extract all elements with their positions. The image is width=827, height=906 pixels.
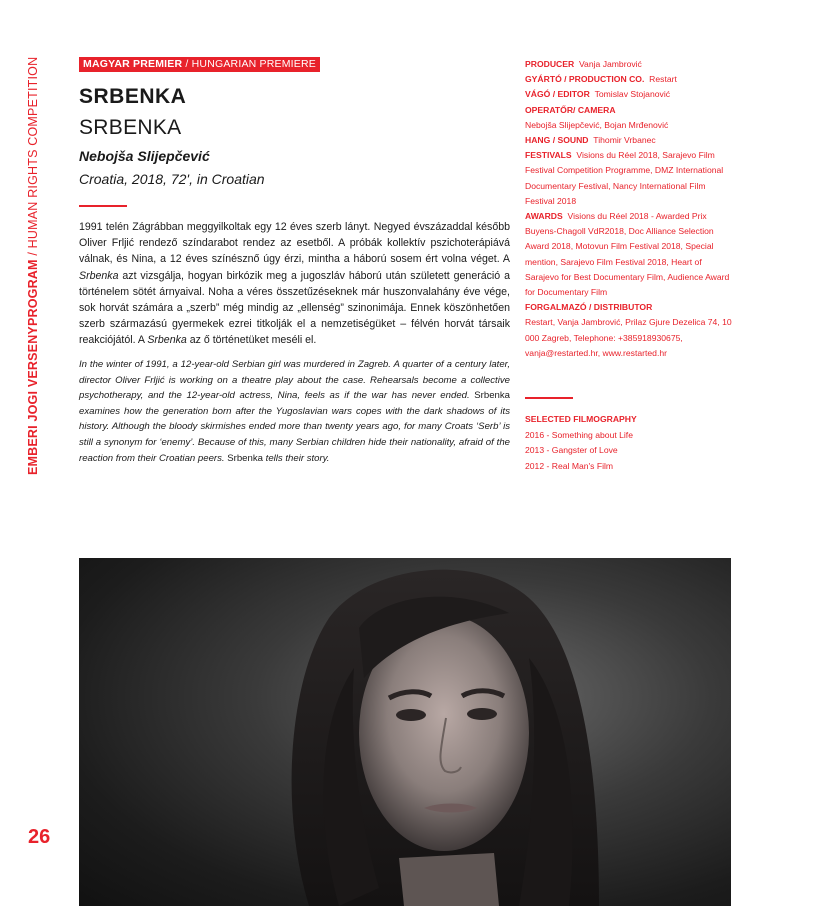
premiere-tag-hu: MAGYAR PREMIER — [83, 58, 183, 70]
credit-camera — [525, 103, 735, 133]
credit-festivals — [525, 148, 735, 209]
credit-editor-value: Tomislav Stojanović — [594, 89, 671, 100]
credit-awards-label: AWARDS — [525, 211, 563, 222]
page-number: 26 — [28, 826, 51, 848]
synopsis-en-part-1: In the winter of 1991, a 12-year-old Serbian girl was murdered in Zagreb. A quarter of a century later, director Oliver Frljić is working on a theatre play about the case. Rehearsals become a collective psychotherapy, and the 12-year-old actress, Nina, feels as if the war has never ended. — [79, 359, 510, 402]
film-still-illustration — [79, 558, 731, 906]
film-title-original: SRBENKA — [79, 85, 187, 108]
film-director: Nebojša Slijepčević — [79, 148, 210, 164]
credit-production — [525, 72, 735, 87]
premiere-tag-en: HUNGARIAN PREMIERE — [191, 58, 316, 70]
credit-producer-label: PRODUCER — [525, 59, 575, 69]
synopsis-hu-film-title-2: Srbenka — [147, 334, 187, 347]
filmography-block — [525, 412, 735, 474]
credit-distributor-label: FORGALMAZÓ / DISTRIBUTOR — [525, 302, 653, 313]
synopsis-hu-part-2: azt vizsgálja, hogyan birkózik meg a jugoszláv háború után született generáció a történelem sötét árnyaival. Noha a véres összetűzéseknek már huszonvalahány éve vége, sok horvát számára a „szerb” még mindig az „ellenség” szinonimája. Ennek köszönhetően szerb származású gyermekek ezrei titkolják el a nemzetiségüket – félvén horvát társaik reakciójától. A — [79, 269, 510, 347]
credit-sound-label: HANG / SOUND — [525, 135, 589, 146]
film-title-english: SRBENKA — [79, 116, 182, 139]
credit-production-value: Restart — [649, 74, 677, 85]
section-side-label-en: HUMAN RIGHTS COMPETITION — [26, 56, 40, 249]
divider-line — [79, 205, 127, 207]
section-side-label-sep: / — [26, 248, 40, 260]
credit-sound-value: Tihomir Vrbanec — [593, 135, 656, 146]
film-meta: Croatia, 2018, 72', in Croatian — [79, 171, 265, 187]
section-side-label-hu: EMBERI JOGI VERSENYPROGRAM — [26, 259, 40, 475]
credits-divider-line — [525, 397, 573, 399]
credit-camera-label: OPERATŐR/ CAMERA — [525, 104, 616, 115]
credits-block — [525, 57, 735, 361]
synopsis-hu-film-title-1: Srbenka — [79, 269, 119, 282]
credit-distributor-value: Restart, Vanja Jambrović, Prilaz Gjure Dezelica 74, 10 000 Zagreb, Telephone: +385918930675, vanja@restarted.hr, www.restarted.hr — [525, 317, 732, 358]
credit-producer-value: Vanja Jambrović — [578, 59, 642, 69]
synopsis-en-film-title-2: Srbenka — [227, 452, 263, 464]
credit-editor — [525, 87, 735, 102]
section-side-label — [26, 57, 40, 475]
filmography-item: 2012 - Real Man's Film — [525, 460, 614, 471]
credit-awards-value: Visions du Réel 2018 - Awarded Prix Buyens-Chagoll VdR2018, Doc Alliance Selection Award 2018, Motovun Film Festival 2018, Special mention, Sarajevo Film Festival 2018, Heart of Sarajevo for Best Documentary Film, Audience Award for Documentary Film — [525, 211, 730, 298]
filmography-item: 2016 - Something about Life — [525, 429, 633, 440]
synopsis-en-part-3: tells their story. — [262, 452, 330, 464]
credit-camera-value: Nebojša Slijepčević, Bojan Mrđenović — [525, 119, 669, 130]
credit-festivals-label: FESTIVALS — [525, 150, 572, 161]
film-still-photo — [79, 558, 731, 906]
synopsis-english — [79, 357, 510, 466]
credit-sound — [525, 133, 735, 148]
credit-distributor — [525, 300, 735, 361]
credit-awards — [525, 209, 735, 300]
premiere-tag-sep: / — [182, 58, 192, 70]
credit-production-label: GYÁRTÓ / PRODUCTION CO. — [525, 74, 645, 85]
credit-festivals-value: Visions du Réel 2018, Sarajevo Film Festival Competition Programme, DMZ International Documentary Festival, Nancy International Film Festival 2018 — [525, 150, 724, 206]
premiere-tag — [79, 57, 320, 72]
filmography-label: SELECTED FILMOGRAPHY — [525, 414, 637, 424]
synopsis-hu-part-1: 1991 telén Zágrábban meggyilkoltak egy 12 éves szerb lányt. Negyed évszázaddal később Oliver Frljić rendező színdarabot rendez az esetből. A próbák kollektív pszichoterápiává válnak, és Nina, a 12 éves színésznő úgy érzi, mintha a háború sosem ért volna véget. A — [79, 221, 510, 266]
filmography-item: 2013 - Gangster of Love — [525, 445, 618, 455]
credit-producer — [525, 57, 735, 72]
synopsis-hungarian — [79, 219, 510, 349]
synopsis-en-part-2: examines how the generation born after the Yugoslavian wars copes with the dark shadows of its history. Although the bloody skirmishes ended more than twenty years ago, for many Croats ‘Serb’ is still a synonym for ‘enemy’. Because of this, many Serbian children hide their nationality, afraid of the reaction from their Croatian peers. — [79, 405, 510, 464]
synopsis-hu-part-3: az ő történetüket meséli el. — [186, 334, 317, 347]
credit-editor-label: VÁGÓ / EDITOR — [525, 89, 590, 100]
synopsis-en-film-title-1: Srbenka — [474, 390, 510, 402]
